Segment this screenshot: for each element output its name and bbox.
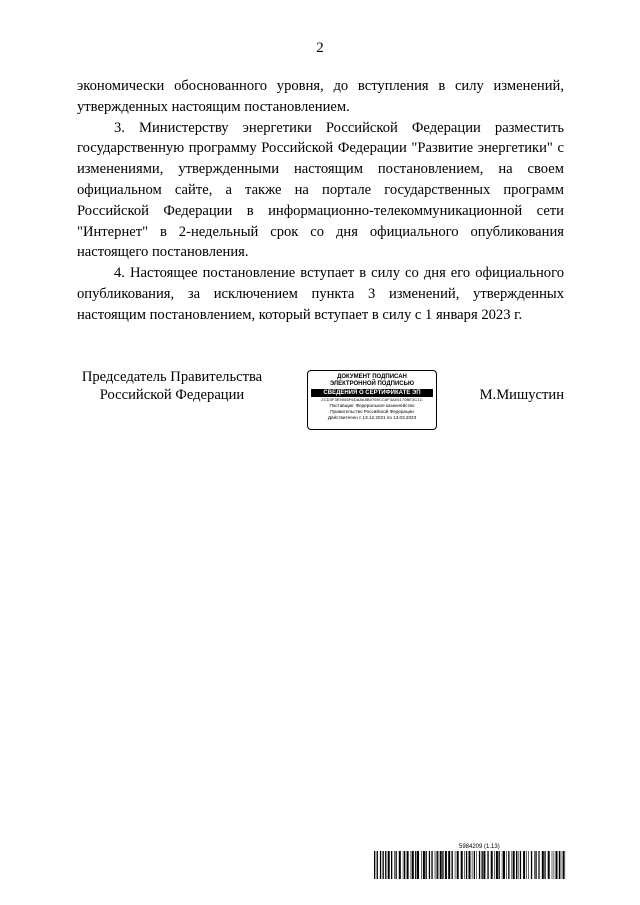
paragraph-4: 4. Настоящее постановление вступает в силу со дня его официального опубликования, за исключением пункта 3 изменений, утвержденных настоящим постановлением, который вступает в силу с 1 января 2023 г. [77, 265, 564, 323]
stamp-line1: ДОКУМЕНТ ПОДПИСАН [337, 374, 407, 380]
stamp-validity: Действителен с 13.12.2021 по 13.03.2023 [327, 415, 417, 421]
stamp-certificate-band: СВЕДЕНИЯ О СЕРТИФИКАТЕ ЭП [311, 389, 433, 397]
signatory-title [77, 368, 267, 404]
document-body [77, 76, 564, 326]
signatory-title-line1: Председатель Правительства [81, 369, 263, 385]
stamp-line2: ЭЛЕКТРОННОЙ ПОДПИСЬЮ [329, 381, 415, 387]
barcode [374, 851, 566, 879]
stamp-serial: 2CD3F3E9083F6DA8A8B0769CC6F3A05170BE3C1C [321, 397, 423, 402]
stamp-owner: Правительство Российской Федерации [330, 409, 414, 415]
paragraph-continuation: экономически обоснованного уровня, до вступления в силу изменений, утвержденных настоящим постановлением. [77, 78, 564, 115]
stamp-issuer: Поставщик: Федеральное казначейство [329, 403, 415, 408]
electronic-signature-stamp [307, 370, 437, 430]
page-number: 2 [316, 40, 324, 56]
signer-name: М.Мишустин [479, 387, 564, 403]
signatory-title-line2: Российской Федерации [99, 387, 245, 403]
document-code: 5984209 (1.13) [459, 844, 500, 850]
paragraph-3: 3. Министерству энергетики Российской Федерации разместить государственную программу Российской Федерации "Развитие энергетики" с изменениями, утвержденными настоящим постановлением, на своем официальном сайте, а также на портале государственных программ Российской Федерации в информационно-телекоммуникационной сети "Интернет" в 2-недельный срок со дня официального опубликования настоящего постановления. [77, 119, 564, 261]
